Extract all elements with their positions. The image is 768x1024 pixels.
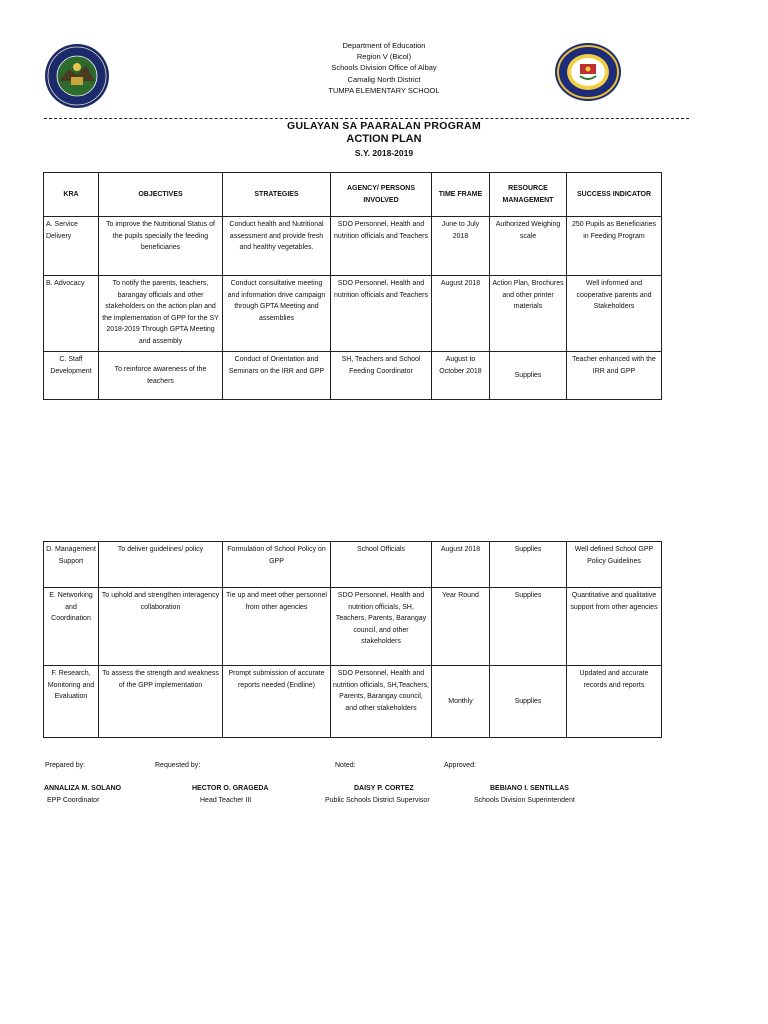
resource-cell: Supplies: [490, 588, 567, 666]
strategies-cell: Tie up and meet other personnel from other agencies: [223, 588, 331, 666]
col-header-kra: KRA: [44, 173, 99, 217]
letterhead-line: Schools Division Office of Albay: [331, 63, 437, 73]
time-frame-cell: Monthly: [432, 666, 490, 738]
objectives-cell: To assess the strength and weakness of the GPP implementation: [99, 666, 223, 738]
kra-cell: A. Service Delivery: [44, 217, 99, 276]
approved-label: Approved:: [444, 762, 476, 769]
indicator-cell: Updated and accurate records and reports: [567, 666, 662, 738]
header-divider: [44, 118, 689, 119]
time-frame-cell: August 2018: [432, 276, 490, 352]
signatory-name: HECTOR O. GRAGEDA: [192, 785, 269, 792]
objectives-cell: To uphold and strengthen interagency collaboration: [99, 588, 223, 666]
signatory-title: Public Schools District Supervisor: [325, 797, 430, 804]
signatory-name: BEBIANO I. SENTILLAS: [490, 785, 569, 792]
indicator-cell: Well defined School GPP Policy Guidelines: [567, 542, 662, 588]
agency-cell: SH, Teachers and School Feeding Coordinator: [331, 352, 432, 400]
strategies-cell: Conduct of Orientation and Seminars on the IRR and GPP: [223, 352, 331, 400]
col-header-time-frame: TIME FRAME: [432, 173, 490, 217]
program-title: GULAYAN SA PAARALAN PROGRAM: [286, 120, 481, 132]
objectives-cell: To improve the Nutritional Status of the pupils specially the feeding beneficiaries: [99, 217, 223, 276]
agency-cell: SDO Personnel, Health and nutrition officials and Teachers: [331, 276, 432, 352]
letterhead-line: TUMPA ELEMENTARY SCHOOL: [328, 85, 440, 95]
col-header-agency: AGENCY/ PERSONS INVOLVED: [331, 173, 432, 217]
col-header-objectives: OBJECTIVES: [99, 173, 223, 217]
noted-label: Noted:: [335, 762, 356, 769]
strategies-cell: Formulation of School Policy on GPP: [223, 542, 331, 588]
strategies-cell: Prompt submission of accurate reports needed (Endline): [223, 666, 331, 738]
objectives-cell: To deliver guidelines/ policy: [99, 542, 223, 588]
resource-cell: Supplies: [490, 542, 567, 588]
objectives-cell: To reinforce awareness of the teachers: [99, 352, 223, 400]
time-frame-cell: June to July 2018: [432, 217, 490, 276]
prepared-by-label: Prepared by:: [45, 762, 86, 769]
kra-cell: F. Research, Monitoring and Evaluation: [44, 666, 99, 738]
strategies-cell: Conduct consultative meeting and information drive campaign through GPTA Meeting and assemblies: [223, 276, 331, 352]
kra-cell: B. Advocacy: [44, 276, 99, 352]
kra-cell: C. Staff Development: [44, 352, 99, 400]
letterhead: [0, 40, 768, 96]
agency-cell: School Officials: [331, 542, 432, 588]
objectives-cell: To notify the parents, teachers, barangay officials and other stakeholders on the action plan and the implementation of GPP for the SY 2018-2019 Through GPTA Meeting and assembly: [99, 276, 223, 352]
kra-cell: E. Networking and Coordination: [44, 588, 99, 666]
signatory-name: DAISY P. CORTEZ: [354, 785, 414, 792]
signatory-name: ANNALIZA M. SOLANO: [44, 785, 122, 792]
agency-cell: SDO Personnel, Health and nutrition officials, SH,Teachers, Parents, Barangay council, and other stakeholders: [331, 666, 432, 738]
indicator-cell: 250 Pupils as Beneficiaries in Feeding Program: [567, 217, 662, 276]
col-header-strategies: STRATEGIES: [223, 173, 331, 217]
resource-cell: Supplies: [490, 352, 567, 400]
resource-cell: Supplies: [490, 666, 567, 738]
time-frame-cell: August to October 2018: [432, 352, 490, 400]
action-plan-table-part2: [43, 541, 662, 738]
signatory-title: Head Teacher III: [200, 797, 252, 804]
table-row: [44, 666, 662, 738]
action-plan-table-part1: [43, 172, 662, 400]
agency-cell: SDO Personnel, Health and nutrition officials and Teachers: [331, 217, 432, 276]
letterhead-line: Region V (Bicol): [356, 52, 412, 62]
requested-by-label: Requested by:: [155, 762, 201, 769]
table-row: [44, 542, 662, 588]
signatory-title: Schools Division Superintendent: [474, 797, 575, 804]
col-header-resource: RESOURCE MANAGEMENT: [490, 173, 567, 217]
indicator-cell: Teacher enhanced with the IRR and GPP: [567, 352, 662, 400]
plan-title: ACTION PLAN: [346, 133, 422, 145]
table-row: [44, 588, 662, 666]
resource-cell: Authorized Weighing scale: [490, 217, 567, 276]
school-year: S.Y. 2018-2019: [354, 148, 414, 158]
kra-cell: D. Management Support: [44, 542, 99, 588]
table-row: [44, 352, 662, 400]
letterhead-line: Department of Education: [342, 41, 426, 50]
letterhead-line: Camalig North District: [347, 74, 421, 84]
table-header-row: [44, 173, 662, 217]
strategies-cell: Conduct health and Nutritional assessment and provide fresh and healthy vegetables.: [223, 217, 331, 276]
col-header-indicator: SUCCESS INDICATOR: [567, 173, 662, 217]
indicator-cell: Well informed and cooperative parents and Stakeholders: [567, 276, 662, 352]
resource-cell: Action Plan, Brochures and other printer materials: [490, 276, 567, 352]
table-row: [44, 276, 662, 352]
table-row: [44, 217, 662, 276]
time-frame-cell: Year Round: [432, 588, 490, 666]
time-frame-cell: August 2018: [432, 542, 490, 588]
signatory-title: EPP Coordinator: [47, 797, 100, 804]
indicator-cell: Quantitative and qualitative support from other agencies: [567, 588, 662, 666]
agency-cell: SDO Personnel, Health and nutrition officials, SH, Teachers, Parents, Barangay council, and other stakeholders: [331, 588, 432, 666]
